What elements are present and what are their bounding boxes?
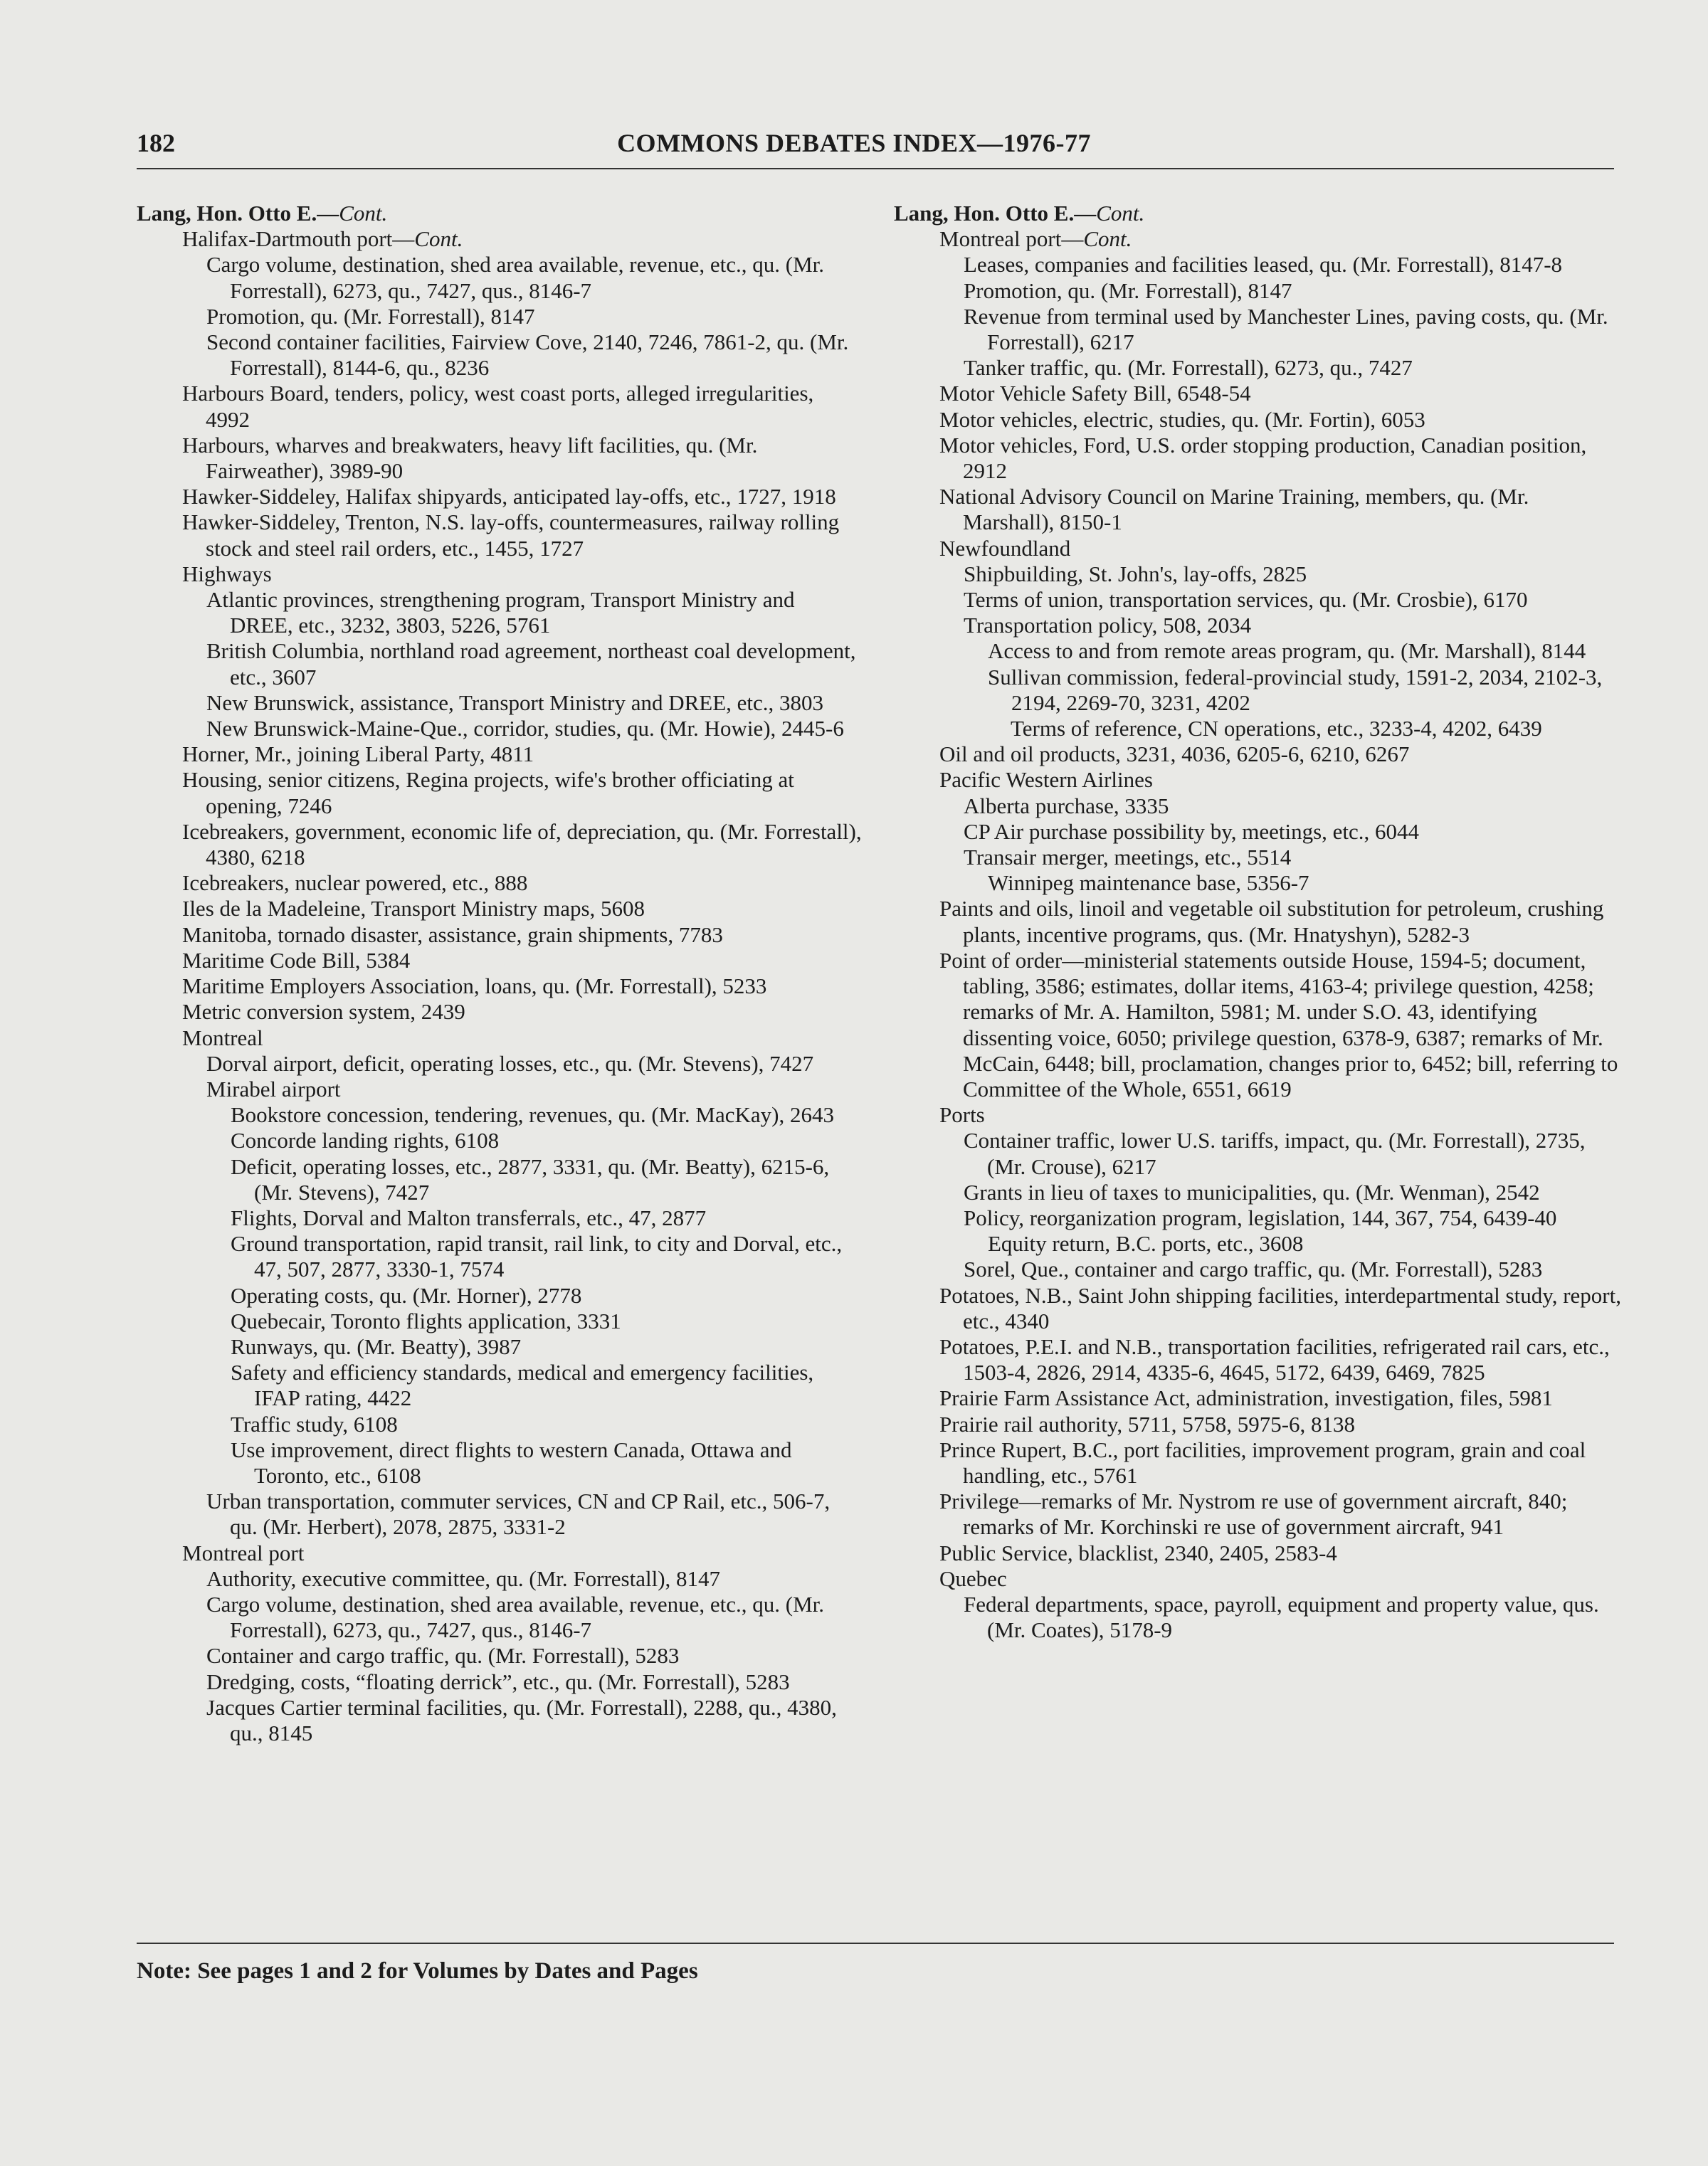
index-entry — [137, 1128, 863, 1153]
index-entry — [137, 1592, 863, 1643]
entry-text: Tanker traffic, qu. (Mr. Forrestall), 6273, qu., 7427 — [964, 355, 1413, 381]
entry-text: Atlantic provinces, strengthening program, Transport Ministry and DREE, etc., 3232, 3803, 5226, 5761 — [206, 587, 795, 638]
entry-text: Shipbuilding, St. John's, lay-offs, 2825 — [964, 561, 1307, 586]
index-entry — [137, 1360, 863, 1411]
entry-text: Oil and oil products, 3231, 4036, 6205-6, 6210, 6267 — [939, 741, 1410, 767]
entry-text: Prairie Farm Assistance Act, administration, investigation, files, 5981 — [939, 1385, 1553, 1411]
index-entry — [894, 793, 1621, 819]
entry-text: Jacques Cartier terminal facilities, qu. (Mr. Forrestall), 2288, qu., 4380, qu., 8145 — [206, 1694, 837, 1745]
entry-text: Operating costs, qu. (Mr. Horner), 2778 — [231, 1282, 582, 1308]
footer-rule — [137, 1943, 1614, 1944]
index-entry — [894, 1592, 1621, 1643]
entry-text: Sullivan commission, federal-provincial study, 1591-2, 2034, 2102-3, 2194, 2269-70, 3231, 4202 — [988, 664, 1603, 715]
index-entry — [137, 1102, 863, 1128]
entry-text: Prince Rupert, B.C., port facilities, improvement program, grain and coal handling, etc., 5761 — [939, 1437, 1586, 1488]
entry-text: British Columbia, northland road agreement, northeast coal development, etc., 3607 — [206, 638, 856, 690]
index-entry — [137, 922, 863, 948]
index-entry — [137, 304, 863, 329]
entry-text: Dorval airport, deficit, operating losses, etc., qu. (Mr. Stevens), 7427 — [206, 1050, 814, 1076]
entry-text: Traffic study, 6108 — [231, 1411, 398, 1437]
entry-text: Flights, Dorval and Malton transferrals, etc., 47, 2877 — [231, 1205, 707, 1230]
entry-text: Icebreakers, nuclear powered, etc., 888 — [182, 870, 528, 896]
entry-text: Transportation policy, 508, 2034 — [964, 613, 1252, 638]
entry-text: Access to and from remote areas program, qu. (Mr. Marshall), 8144 — [988, 638, 1586, 664]
entry-text: Metric conversion system, 2439 — [182, 999, 465, 1025]
index-entry — [137, 433, 863, 484]
entry-text: Icebreakers, government, economic life of, depreciation, qu. (Mr. Forrestall), 4380, 6218 — [182, 818, 862, 870]
index-entry — [137, 1231, 863, 1282]
entry-text: Authority, executive committee, qu. (Mr. Forrestall), 8147 — [206, 1565, 721, 1591]
entry-text: Montreal — [182, 1025, 263, 1050]
entry-text: Ports — [939, 1102, 985, 1128]
entry-text: Motor vehicles, Ford, U.S. order stopping production, Canadian position, 2912 — [939, 432, 1587, 484]
entry-text: CP Air purchase possibility by, meetings, etc., 6044 — [964, 818, 1420, 844]
entry-text: Policy, reorganization program, legislation, 144, 367, 754, 6439-40 — [964, 1205, 1557, 1230]
index-entry — [894, 948, 1621, 1102]
index-entry — [894, 1102, 1621, 1128]
index-entry — [894, 767, 1621, 793]
index-entry — [137, 1077, 863, 1102]
entry-text: Cargo volume, destination, shed area available, revenue, etc., qu. (Mr. Forrestall), 6273, qu., 7427, qus., 8146-7 — [206, 252, 824, 303]
entry-text: Sorel, Que., container and cargo traffic, qu. (Mr. Forrestall), 5283 — [964, 1257, 1543, 1282]
index-entry — [137, 767, 863, 818]
index-entry — [894, 226, 1621, 252]
index-entry — [137, 1643, 863, 1669]
index-entry — [137, 509, 863, 561]
entry-text: Hawker-Siddeley, Halifax shipyards, anticipated lay-offs, etc., 1727, 1918 — [182, 484, 836, 509]
index-entry — [894, 870, 1621, 896]
index-entry — [137, 1283, 863, 1309]
entry-text: Second container facilities, Fairview Cove, 2140, 7246, 7861-2, qu. (Mr. Forrestall), 8144-6, qu., 8236 — [206, 329, 849, 381]
entry-text: Equity return, B.C. ports, etc., 3608 — [988, 1231, 1304, 1257]
entry-text: Motor vehicles, electric, studies, qu. (Mr. Fortin), 6053 — [939, 406, 1425, 432]
index-entry — [137, 1489, 863, 1540]
index-entry — [894, 304, 1621, 355]
index-entry — [137, 973, 863, 999]
index-entry — [894, 1231, 1621, 1257]
entry-text: Newfoundland — [939, 535, 1071, 561]
entry-text: Horner, Mr., joining Liberal Party, 4811 — [182, 741, 534, 767]
index-entry — [894, 1385, 1621, 1411]
entry-text: National Advisory Council on Marine Training, members, qu. (Mr. Marshall), 8150-1 — [939, 484, 1529, 535]
entry-text: Maritime Code Bill, 5384 — [182, 947, 411, 973]
index-entry — [894, 1205, 1621, 1231]
page-title: COMMONS DEBATES INDEX—1976-77 — [617, 129, 1091, 157]
entry-text: Potatoes, P.E.I. and N.B., transportation facilities, refrigerated rail cars, etc., 1503-4, 2826, 2914, 4335-6, 4645, 5172, 6439, 6469, 7825 — [939, 1333, 1610, 1385]
index-entry — [137, 819, 863, 870]
page-number: 182 — [137, 129, 175, 157]
index-heading — [137, 201, 863, 226]
entry-text: Privilege—remarks of Mr. Nystrom re use of government aircraft, 840; remarks of Mr. Korchinski re use of government aircraft, 941 — [939, 1489, 1568, 1540]
entry-text: Lang, Hon. Otto E.— — [894, 201, 1097, 226]
index-entry — [137, 896, 863, 921]
entry-text: Hawker-Siddeley, Trenton, N.S. lay-offs, countermeasures, railway rolling stock and steel rail orders, etc., 1455, 1727 — [182, 509, 840, 561]
footer-note: Note: See pages 1 and 2 for Volumes by Dates and Pages — [137, 1958, 698, 1984]
entry-text: Grants in lieu of taxes to municipalities, qu. (Mr. Wenman), 2542 — [964, 1179, 1540, 1205]
index-column-left — [137, 201, 863, 1746]
entry-continued: Cont. — [414, 226, 463, 252]
entry-text: Winnipeg maintenance base, 5356-7 — [988, 870, 1309, 896]
index-entry — [137, 741, 863, 767]
entry-text: New Brunswick, assistance, Transport Ministry and DREE, etc., 3803 — [206, 690, 824, 715]
entry-text: Quebecair, Toronto flights application, 3331 — [231, 1308, 621, 1333]
entry-continued: Cont. — [1083, 226, 1132, 252]
entry-text: Leases, companies and facilities leased, qu. (Mr. Forrestall), 8147-8 — [964, 252, 1563, 278]
index-entry — [894, 1257, 1621, 1282]
entry-text: Container and cargo traffic, qu. (Mr. Forrestall), 5283 — [206, 1643, 680, 1669]
entry-text: Montreal port— — [939, 226, 1084, 252]
index-entry — [137, 1669, 863, 1695]
index-heading — [894, 201, 1621, 226]
entry-text: Harbours Board, tenders, policy, west coast ports, alleged irregularities, 4992 — [182, 381, 814, 432]
entry-text: Revenue from terminal used by Manchester Lines, paving costs, qu. (Mr. Forrestall), 6217 — [964, 303, 1608, 355]
index-entry — [137, 999, 863, 1025]
index-entry — [137, 329, 863, 381]
entry-text: Highways — [182, 561, 272, 586]
entry-text: Deficit, operating losses, etc., 2877, 3331, qu. (Mr. Beatty), 6215-6, (Mr. Stevens), 7427 — [231, 1153, 830, 1205]
index-entry — [894, 819, 1621, 845]
entry-text: Runways, qu. (Mr. Beatty), 3987 — [231, 1333, 522, 1359]
index-entry — [894, 896, 1621, 947]
index-entry — [894, 1541, 1621, 1566]
entry-text: Transair merger, meetings, etc., 5514 — [964, 845, 1292, 870]
entry-text: Halifax-Dartmouth port— — [182, 226, 415, 252]
index-entry — [137, 1412, 863, 1437]
index-entry — [894, 613, 1621, 638]
index-entry — [894, 407, 1621, 433]
index-entry — [894, 845, 1621, 870]
entry-text: Safety and efficiency standards, medical and emergency facilities, IFAP rating, 4422 — [231, 1360, 814, 1411]
entry-text: Terms of reference, CN operations, etc., 3233-4, 4202, 6439 — [1011, 716, 1542, 741]
index-entry — [894, 1566, 1621, 1592]
index-entry — [894, 536, 1621, 561]
index-entry — [137, 484, 863, 509]
index-entry — [137, 381, 863, 432]
entry-text: Urban transportation, commuter services, CN and CP Rail, etc., 506-7, qu. (Mr. Herbert), 2078, 2875, 3331-2 — [206, 1489, 831, 1540]
index-entry — [894, 355, 1621, 381]
entry-continued: Cont. — [1096, 201, 1145, 226]
entry-text: Housing, senior citizens, Regina projects, wife's brother officiating at opening, 7246 — [182, 767, 794, 818]
index-entry — [894, 484, 1621, 535]
entry-text: Motor Vehicle Safety Bill, 6548-54 — [939, 381, 1251, 406]
index-entry — [894, 433, 1621, 484]
entry-text: Ground transportation, rapid transit, rail link, to city and Dorval, etc., 47, 507, 2877, 3330-1, 7574 — [231, 1231, 843, 1282]
index-entry — [894, 278, 1621, 304]
index-entry — [137, 1566, 863, 1592]
index-entry — [137, 587, 863, 638]
index-entry — [137, 1154, 863, 1205]
index-entry — [894, 1128, 1621, 1179]
entry-text: Iles de la Madeleine, Transport Ministry maps, 5608 — [182, 896, 645, 921]
entry-text: Mirabel airport — [206, 1076, 341, 1102]
entry-text: Use improvement, direct flights to western Canada, Ottawa and Toronto, etc., 6108 — [231, 1437, 792, 1488]
index-entry — [894, 587, 1621, 613]
header-rule — [137, 168, 1614, 169]
index-entry — [894, 252, 1621, 278]
index-entry — [894, 1283, 1621, 1334]
entry-text: Concorde landing rights, 6108 — [231, 1128, 500, 1153]
index-entry — [137, 252, 863, 303]
index-entry — [137, 716, 863, 741]
index-entry — [137, 1205, 863, 1231]
index-entry — [894, 1334, 1621, 1385]
entry-text: Public Service, blacklist, 2340, 2405, 2583-4 — [939, 1540, 1337, 1565]
index-entry — [137, 1309, 863, 1334]
index-entry — [137, 638, 863, 690]
entry-text: Promotion, qu. (Mr. Forrestall), 8147 — [206, 303, 535, 329]
entry-text: Terms of union, transportation services, qu. (Mr. Crosbie), 6170 — [964, 587, 1528, 613]
index-entry — [894, 716, 1621, 741]
entry-text: Cargo volume, destination, shed area available, revenue, etc., qu. (Mr. Forrestall), 6273, qu., 7427, qus., 8146-7 — [206, 1591, 824, 1643]
entry-text: Federal departments, space, payroll, equipment and property value, qus. (Mr. Coates), 5178-9 — [964, 1591, 1599, 1643]
index-entry — [137, 1051, 863, 1077]
entry-text: Alberta purchase, 3335 — [964, 793, 1169, 818]
entry-text: Manitoba, tornado disaster, assistance, grain shipments, 7783 — [182, 921, 723, 947]
index-entry — [894, 638, 1621, 664]
entry-text: Dredging, costs, “floating derrick”, etc., qu. (Mr. Forrestall), 5283 — [206, 1669, 790, 1694]
entry-text: Container traffic, lower U.S. tariffs, impact, qu. (Mr. Forrestall), 2735, (Mr. Crouse), 6217 — [964, 1128, 1586, 1179]
entry-text: Montreal port — [182, 1540, 305, 1565]
index-entry — [894, 561, 1621, 587]
entry-continued: Cont. — [339, 201, 388, 226]
index-entry — [894, 381, 1621, 406]
entry-text: Prairie rail authority, 5711, 5758, 5975-6, 8138 — [939, 1411, 1356, 1437]
entry-text: New Brunswick-Maine-Que., corridor, studies, qu. (Mr. Howie), 2445-6 — [206, 716, 844, 741]
index-entry — [894, 665, 1621, 716]
index-column-right — [894, 201, 1621, 1643]
entry-text: Bookstore concession, tendering, revenues, qu. (Mr. MacKay), 2643 — [231, 1102, 834, 1128]
entry-text: Quebec — [939, 1565, 1007, 1591]
index-entry — [894, 1489, 1621, 1540]
index-entry — [137, 870, 863, 896]
index-entry — [137, 1025, 863, 1051]
index-entry — [894, 741, 1621, 767]
entry-text: Promotion, qu. (Mr. Forrestall), 8147 — [964, 278, 1292, 303]
index-entry — [137, 561, 863, 587]
index-entry — [137, 1541, 863, 1566]
entry-text: Point of order—ministerial statements outside House, 1594-5; document, tabling, 3586; estimates, dollar items, 4163-4; privilege question, 4258; remarks of Mr. A. Hamilton, 5981; M. under S.O. 43, identifying dissenting voice, 6050; privilege question, 6378-9, 6387; remarks of Mr. McCain, 6448; bill, proclamation, changes prior to, 6452; bill, referring to Committee of the Whole, 6551, 6619 — [939, 947, 1618, 1102]
entry-text: Potatoes, N.B., Saint John shipping facilities, interdepartmental study, report, etc., 4340 — [939, 1282, 1621, 1333]
entry-text: Harbours, wharves and breakwaters, heavy lift facilities, qu. (Mr. Fairweather), 3989-90 — [182, 432, 758, 484]
index-entry — [137, 1695, 863, 1746]
index-entry — [894, 1437, 1621, 1489]
index-entry — [894, 1412, 1621, 1437]
index-entry — [894, 1180, 1621, 1205]
index-entry — [137, 690, 863, 716]
entry-text: Paints and oils, linoil and vegetable oil substitution for petroleum, crushing plants, incentive programs, qus. (Mr. Hnatyshyn), 5282-3 — [939, 896, 1604, 947]
index-entry — [137, 1334, 863, 1360]
entry-text: Lang, Hon. Otto E.— — [137, 201, 339, 226]
entry-text: Maritime Employers Association, loans, qu. (Mr. Forrestall), 5233 — [182, 973, 767, 999]
index-entry — [137, 1437, 863, 1489]
entry-text: Pacific Western Airlines — [939, 767, 1153, 793]
index-entry — [137, 226, 863, 252]
index-entry — [137, 948, 863, 973]
